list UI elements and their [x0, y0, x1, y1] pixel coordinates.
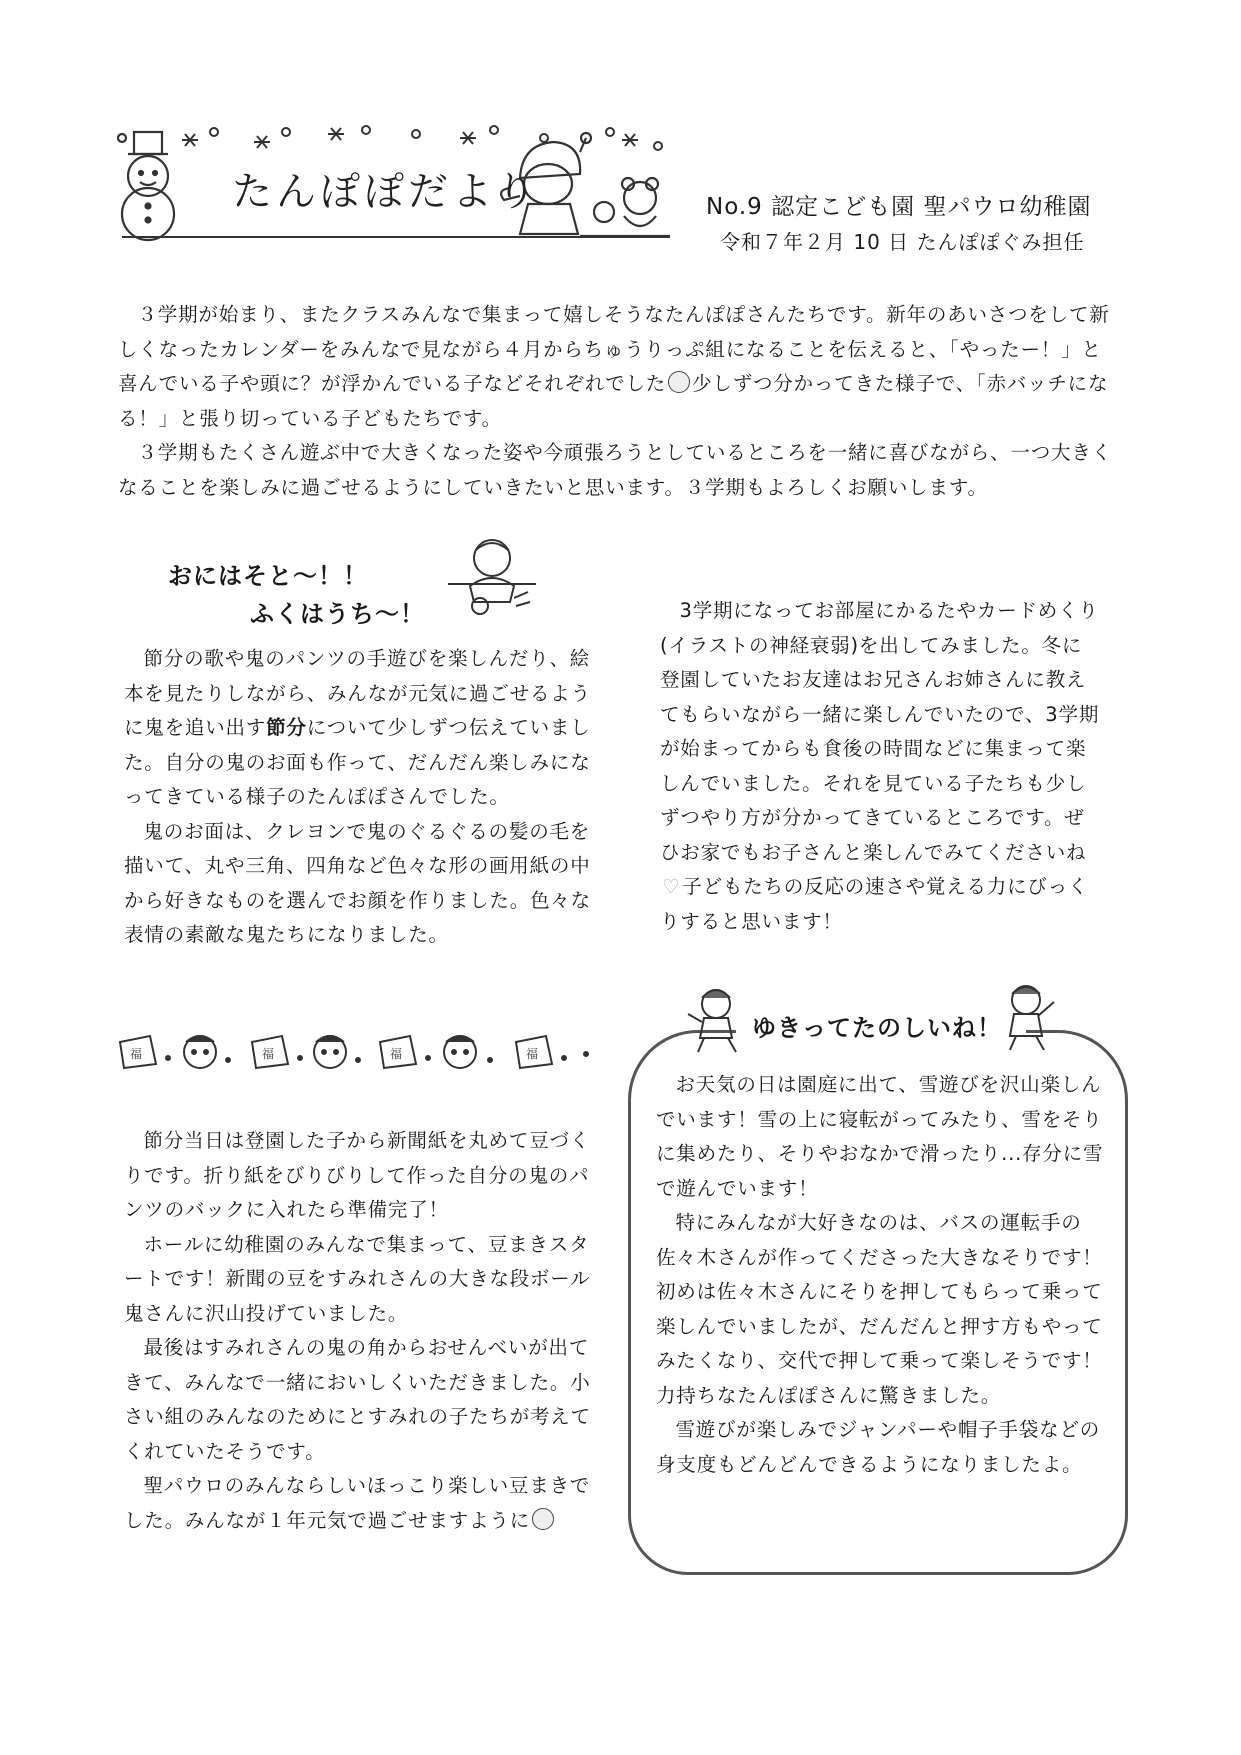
setsubun-heading-2: ふくはうち～！ [250, 600, 425, 628]
newsletter-title: たんぽぽだより [232, 169, 540, 215]
masu-box-label: 福 [130, 1047, 143, 1061]
intro-paragraph-1 [118, 298, 1120, 436]
snow-paragraph-1: お天気の日は園庭に出て、雪遊びを沢山楽しんでいます！雪の上に寝転がってみたり、雪をそりに集めたり、そりやおなかで滑ったり...存分に雪で遊んでいます！ [656, 1073, 1104, 1200]
mamemaki-paragraph-3: 最後はすみれさんの鬼の角からおせんべいが出てきて、みんなで一緒においしくいただきました。小さい組のみんなのためにとすみれの子たちが考えてくれていたそうです。 [124, 1336, 591, 1463]
masu-box-icon [516, 1036, 552, 1068]
karuta-section [660, 594, 1100, 939]
setsubun-paragraph-1 [124, 642, 604, 815]
oni-face-icon [444, 1036, 476, 1068]
karuta-text-1b: 子どもたちの反応の速さや覚える力にびっくりすると思います！ [660, 875, 1089, 933]
setsubun-bold-word: 節分 [266, 716, 307, 739]
karuta-text-1a: 3学期になってお部屋にかるたやカードめくり(イラストの神経衰弱)を出してみました。冬に登園していたお友達はお兄さんお姉さんに教えてもらいながら一緒に楽しんでいたので、3学期が始まってからも食後の時間などに集まって楽しんでいました。それを見ている子たちも少しずつやり方が分かってきているところです。ぜひお家でもお子さんと楽しんでみてくださいね [660, 599, 1100, 864]
setsubun-paragraph-2: 鬼のお面は、クレヨンで鬼のぐるぐるの髪の毛を描いて、丸や三角、四角など色々な形の画用紙の中から好きなものを選んでお顔を作りました。色々な表情の素敵な鬼たちになりました。 [124, 819, 591, 946]
snow-paragraph-3: 雪遊びが楽しみでジャンパーや帽子手袋などの身支度もどんどんできるようになりましたよ。 [656, 1418, 1101, 1476]
snow-heading: ゆきってたのしいね！ [752, 1014, 1002, 1042]
smile-icon [668, 371, 690, 393]
masu-box-icon [380, 1036, 416, 1068]
mamemaki-text-4: 聖パウロのみんならしいほっこり楽しい豆まきでした。みんなが１年元気で過ごせますように [124, 1474, 591, 1532]
snow-section [656, 1068, 1108, 1482]
intro-text-1: ３学期が始まり、またクラスみんなで集まって嬉しそうなたんぽぽさんたちです。新年のあいさつをして新しくなったカレンダーをみんなで見ながら４月からちゅうりっぷ組になることを伝えると、「やったー！」と喜んでいる子や頭に？が浮かんでいる子などそれぞれでした [118, 303, 1110, 395]
masu-box-label: 福 [262, 1047, 275, 1061]
child-drawing-icon [444, 536, 540, 618]
child-in-snow-icon [684, 984, 748, 1054]
setsubun-section [124, 642, 604, 953]
setsubun-heading-1: おにはそと～！！ [168, 562, 368, 590]
masu-box-label: 福 [390, 1047, 403, 1061]
issue-info: No.9 認定こども園 聖パウロ幼稚園 [706, 194, 1092, 220]
intro-text-1b: 少しずつ分かってきた様子で、「赤バッチになる！」と張り切っている子どもたちです。 [118, 372, 1109, 430]
snow-paragraph-2: 特にみんなが大好きなのは、バスの運転手の佐々木さんが作ってくださった大きなそりです！初めは佐々木さんにそりを押してもらって乗って楽しんでいましたが、だんだんと押す方もやってみたくなり、交代で押して乗って楽しそうです！力持ちなたんぽぽさんに驚きました。 [656, 1211, 1103, 1407]
child-waving-icon [996, 980, 1060, 1052]
oni-face-icon [184, 1036, 216, 1068]
intro-section [118, 298, 1120, 505]
mamemaki-paragraph-2: ホールに幼稚園のみんなで集まって、豆まきスタートです！新聞の豆をすみれさんの大きな段ボール鬼さんに沢山投げていました。 [124, 1232, 591, 1325]
karuta-paragraph [660, 594, 1100, 939]
setsubun-text-1b: について少しずつ伝えていました。自分の鬼のお面も作って、だんだん楽しみになってきている様子のたんぽぽさんでした。 [124, 716, 591, 808]
snowman-icon [118, 132, 174, 240]
intro-paragraph-2: ３学期もたくさん遊ぶ中で大きくなった姿や今頑張ろうとしているところを一緒に喜びながら、一つ大きくなることを楽しみに過ごせるようにしていきたいと思います。３学期もよろしくお願いします。 [118, 441, 1112, 499]
setsubun-text-1a: 節分の歌や鬼のパンツの手遊びを楽しんだり、絵本を見たりしながら、みんなが元気に過ごせるように鬼を追い出す [124, 647, 591, 739]
title-underline [122, 236, 670, 238]
oni-face-icon [314, 1036, 346, 1068]
issue-date: 令和７年２月 10 日 たんぽぽぐみ担任 [720, 230, 1085, 254]
oni-masu-border [116, 1028, 596, 1072]
mamemaki-paragraph-1: 節分当日は登園した子から新聞紙を丸めて豆づくりです。折り紙をびりびりして作った自分の鬼のパンツのバックに入れたら準備完了！ [124, 1129, 591, 1221]
masu-box-icon [252, 1036, 288, 1068]
mamemaki-paragraph-4 [124, 1469, 604, 1538]
masu-box-icon [120, 1036, 156, 1068]
masu-box-label: 福 [526, 1047, 539, 1061]
smile-icon [532, 1508, 554, 1530]
heart-icon: ♡ [662, 875, 681, 898]
mamemaki-section [124, 1124, 604, 1538]
